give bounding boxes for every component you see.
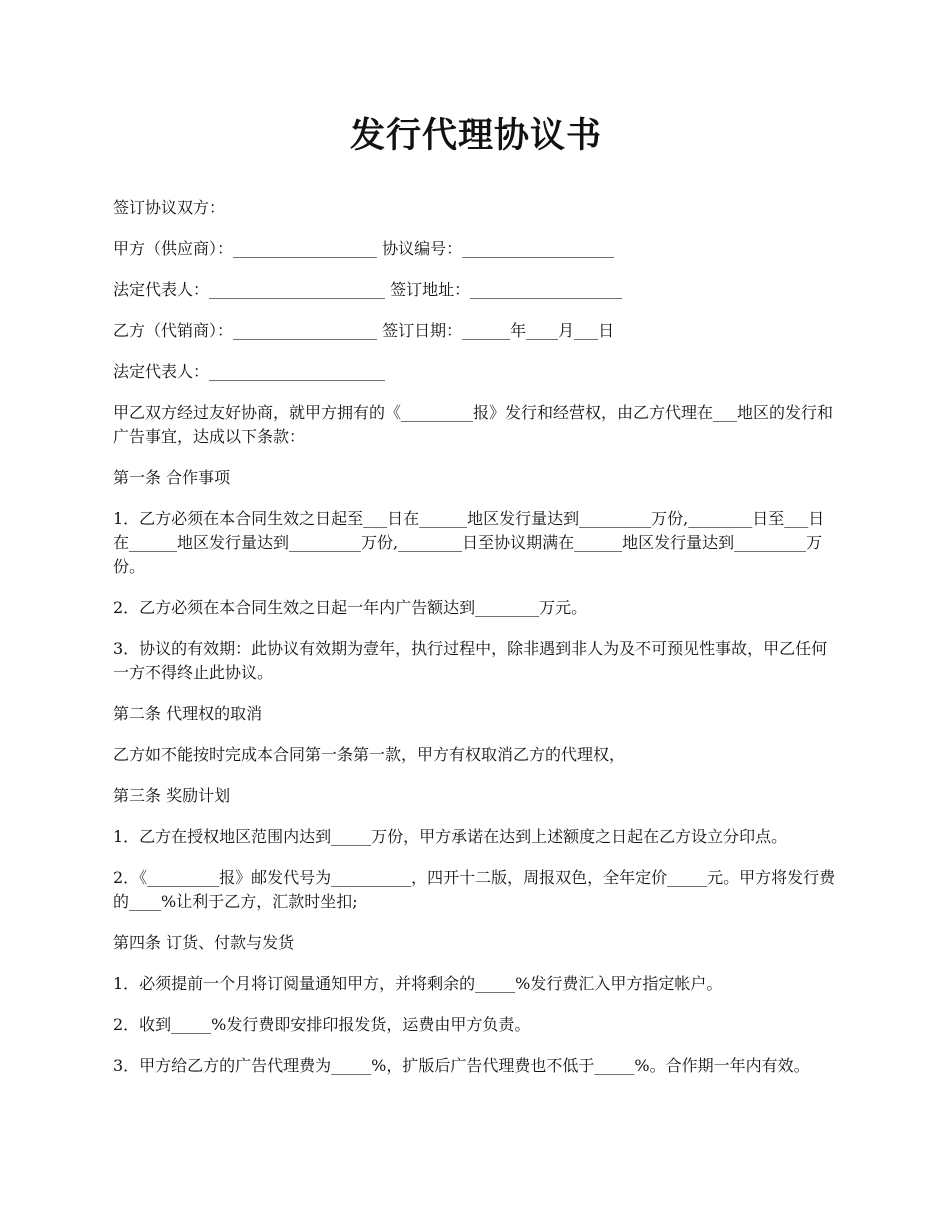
parties-heading: 签订协议双方： [113,198,226,217]
article-1-clause-3: 3．协议的有效期：此协议有效期为壹年，执行过程中，除非遇到非人为及不可预见性事故，甲乙任何一方不得终止此协议。 [113,639,828,682]
preamble-paragraph: 甲乙双方经过友好协商，就甲方拥有的《_________报》发行和经营权，由乙方代理在___地区的发行和广告事宜，达成以下条款： [113,403,834,446]
article-3-heading: 第三条 奖励计划 [113,786,231,805]
article-1-clause-2: 2．乙方必须在本合同生效之日起一年内广告额达到________万元。 [113,598,588,617]
document-title: 发行代理协议书 [349,115,602,156]
article-4-clause-1: 1．必须提前一个月将订阅量通知甲方，并将剩余的_____%发行费汇入甲方指定帐户。 [113,974,723,993]
article-4-clause-2: 2．收到_____%发行费即安排印报发货，运费由甲方负责。 [113,1015,531,1034]
party-b-line: 乙方（代销商）：__________________ 签订日期：______年____月___日 [113,321,615,340]
document-page [113,100,839,1095]
article-2-clause: 乙方如不能按时完成本合同第一条第一款，甲方有权取消乙方的代理权， [113,745,626,764]
article-2-heading: 第二条 代理权的取消 [113,704,263,723]
party-b-representative-line: 法定代表人：______________________ [113,362,386,381]
party-a-line: 甲方（供应商）：__________________ 协议编号：___________________ [113,239,615,258]
article-3-clause-1: 1．乙方在授权地区范围内达到_____万份，甲方承诺在达到上述额度之日起在乙方设立分印点。 [113,827,788,846]
party-a-representative-line: 法定代表人：______________________ 签订地址：___________________ [113,280,623,299]
article-4-heading: 第四条 订货、付款与发货 [113,933,295,952]
article-1-clause-1: 1．乙方必须在本合同生效之日起至___日在______地区发行量达到_________万份,________日至___日在______地区发行量达到_________万份,________日至协议期满在______地区发行量达到_________万份。 [113,509,825,576]
article-4-clause-3: 3．甲方给乙方的广告代理费为_____%，扩版后广告代理费也不低于_____%。合作期一年内有效。 [113,1056,810,1075]
article-3-clause-2: 2．《_________报》邮发代号为__________，四开十二版，周报双色，全年定价_____元。甲方将发行费的____%让利于乙方，汇款时坐扣; [113,868,836,911]
article-1-heading: 第一条 合作事项 [113,468,231,487]
